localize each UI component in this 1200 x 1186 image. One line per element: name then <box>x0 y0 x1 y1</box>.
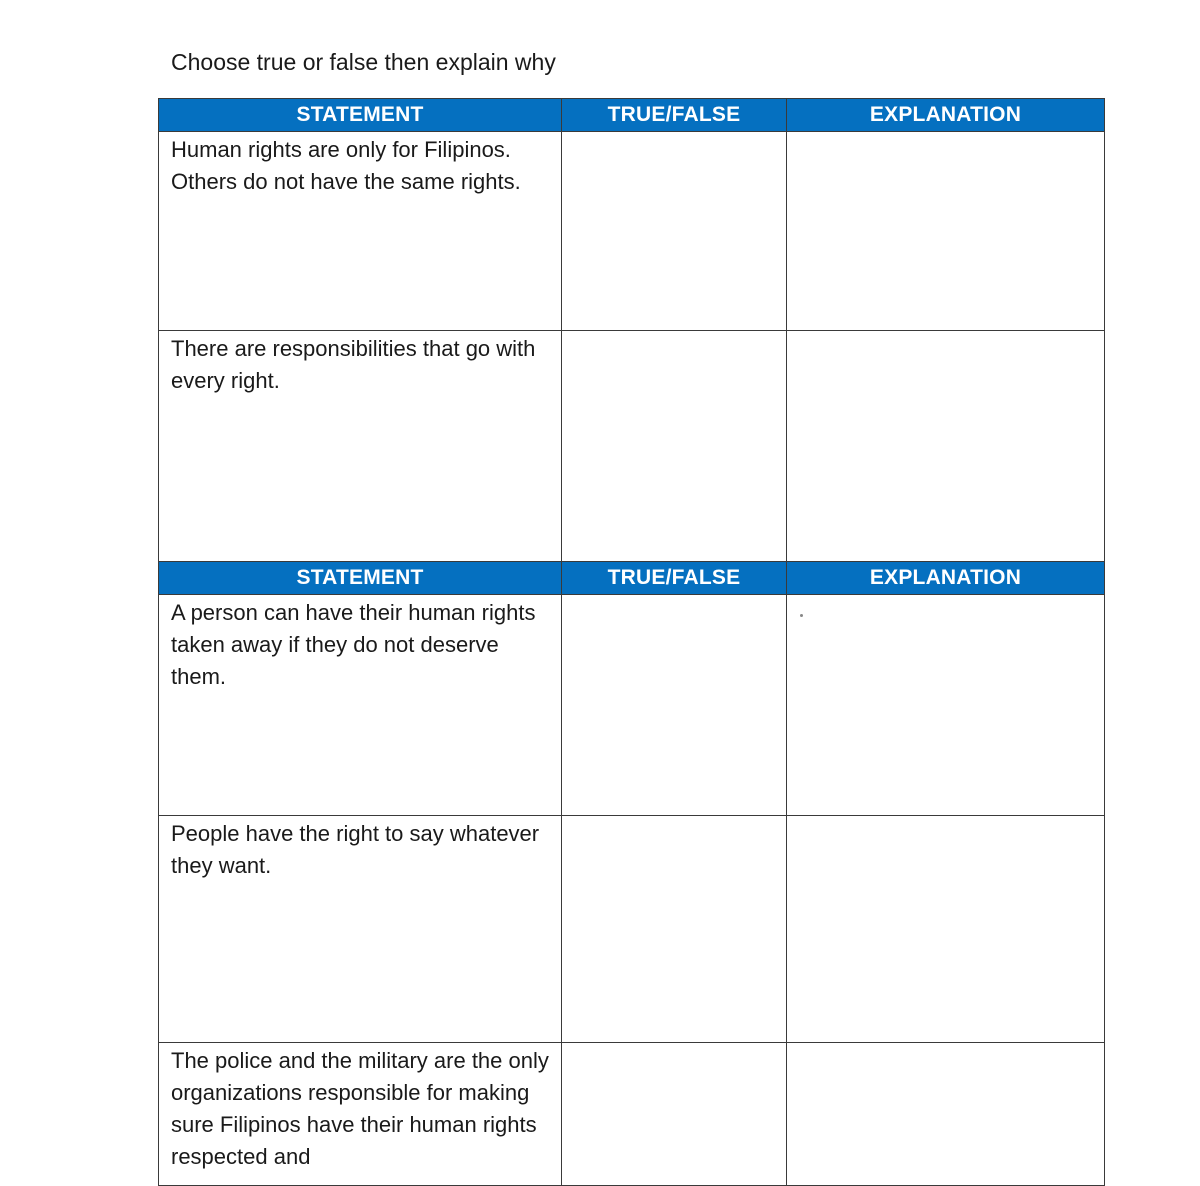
statement-cell: The police and the military are the only organizations responsible for making sure Filipinos have their human rights respected and <box>159 1043 562 1186</box>
explanation-header: EXPLANATION <box>787 562 1105 595</box>
explanation-header: EXPLANATION <box>787 99 1105 132</box>
statement-cell: People have the right to say whatever they want. <box>159 816 562 1043</box>
explanation-cell[interactable] <box>787 816 1105 1043</box>
explanation-cell[interactable] <box>787 132 1105 331</box>
worksheet-table <box>158 98 1105 1186</box>
table-row <box>159 331 1105 562</box>
true-false-cell[interactable] <box>562 132 787 331</box>
explanation-cell[interactable] <box>787 1043 1105 1186</box>
stray-dot-mark <box>800 614 803 617</box>
table-row <box>159 595 1105 816</box>
statement-cell: Human rights are only for Filipinos. Others do not have the same rights. <box>159 132 562 331</box>
statement-cell: A person can have their human rights taken away if they do not deserve them. <box>159 595 562 816</box>
header-row <box>159 99 1105 132</box>
explanation-cell[interactable] <box>787 331 1105 562</box>
true-false-cell[interactable] <box>562 331 787 562</box>
table-row <box>159 1043 1105 1186</box>
instruction-text: Choose true or false then explain why <box>171 49 556 75</box>
true-false-header: TRUE/FALSE <box>562 562 787 595</box>
header-row <box>159 562 1105 595</box>
true-false-cell[interactable] <box>562 816 787 1043</box>
explanation-cell[interactable] <box>787 595 1105 816</box>
table-row <box>159 132 1105 331</box>
table-row <box>159 816 1105 1043</box>
statement-header: STATEMENT <box>159 562 562 595</box>
true-false-cell[interactable] <box>562 595 787 816</box>
statement-cell: There are responsibilities that go with every right. <box>159 331 562 562</box>
true-false-header: TRUE/FALSE <box>562 99 787 132</box>
statement-header: STATEMENT <box>159 99 562 132</box>
true-false-cell[interactable] <box>562 1043 787 1186</box>
